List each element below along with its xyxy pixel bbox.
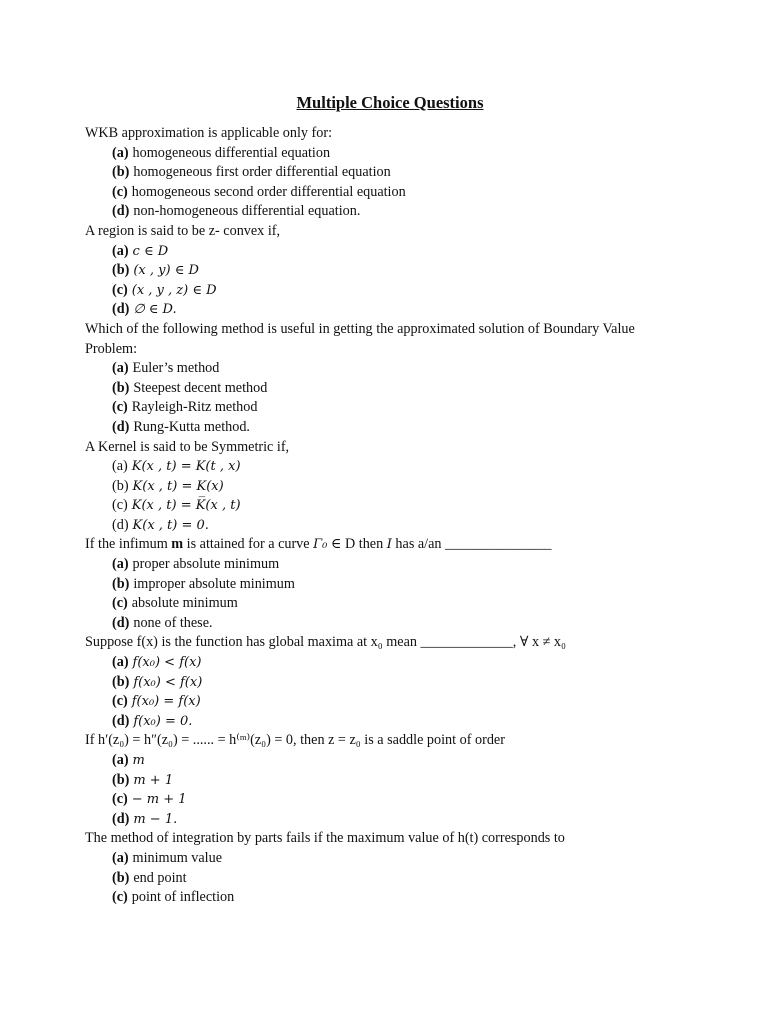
question-text: The method of integration by parts fails if the maximum value of h(t) corresponds to: [85, 830, 565, 847]
option-d: (d) ∅ ∈ D.: [112, 301, 177, 318]
option-a: (a) f(x₀) < f(x): [112, 654, 202, 671]
option-c: (c) K(x , t) = K̅(x , t): [112, 497, 241, 514]
question-6: [0, 633, 768, 731]
question-7: [0, 731, 768, 829]
option-c: (c) − m + 1: [112, 791, 187, 808]
question-text: Suppose f(x) is the function has global maxima at x₀ mean _____________, ∀ x ≠ x₀: [85, 634, 566, 651]
question-3: [0, 320, 768, 438]
question-5: [0, 535, 768, 633]
question-text: A Kernel is said to be Symmetric if,: [85, 438, 290, 455]
option-d: (d) K(x , t) = 0.: [112, 516, 209, 533]
option-a: (a) homogeneous differential equation: [112, 144, 331, 161]
option-d: (d) m − 1.: [112, 810, 178, 827]
option-c: (c) f(x₀) = f(x): [112, 693, 201, 710]
option-b: (b) homogeneous first order differential equation: [112, 164, 391, 181]
question-8: [0, 829, 768, 907]
question-text: A region is said to be z- convex if,: [85, 222, 281, 239]
option-a: (a) K(x , t) = K(t , x): [112, 458, 241, 475]
option-a: (a) m: [112, 752, 145, 768]
option-a: (a) Euler’s method: [112, 360, 220, 377]
option-c: (c) (x , y , z) ∈ D: [112, 281, 217, 298]
question-text: Which of the following method is useful in getting the approximated solution of Boundary Value Problem:: [85, 320, 635, 357]
question-list: [0, 124, 768, 908]
option-b: (b) m + 1: [112, 771, 174, 788]
option-b: (b) end point: [112, 869, 187, 886]
question-2: [0, 222, 768, 320]
question-1: [0, 124, 768, 222]
question-text: If h′(z₀) = h″(z₀) = ...... = h⁽ᵐ⁾(z₀) = 0, then z = z₀ is a saddle point of order: [85, 732, 505, 749]
option-c: (c) homogeneous second order differential equation: [112, 183, 406, 200]
option-a: (a) minimum value: [112, 849, 222, 866]
option-d: (d) none of these.: [112, 614, 213, 631]
option-b: (b) Steepest decent method: [112, 379, 268, 396]
option-d: (d) non-homogeneous differential equation.: [112, 203, 361, 220]
option-d: (d) Rung-Kutta method.: [112, 418, 250, 435]
page-title: Multiple Choice Questions: [296, 93, 484, 112]
option-b: (b) improper absolute minimum: [112, 575, 295, 592]
option-c: (c) point of inflection: [112, 889, 235, 906]
question-4: [0, 438, 768, 536]
option-b: (b) (x , y) ∈ D: [112, 262, 199, 279]
option-b: (b) K(x , t) = K(x): [112, 477, 224, 494]
option-c: (c) absolute minimum: [112, 595, 238, 612]
question-text: WKB approximation is applicable only for:: [85, 125, 333, 141]
option-c: (c) Rayleigh-Ritz method: [112, 399, 258, 416]
option-b: (b) f(x₀) < f(x): [112, 673, 203, 690]
question-text: If the infimum m is attained for a curve Γ₀ ∈ D then I has a/an _______________: [85, 536, 552, 553]
option-a: (a) proper absolute minimum: [112, 556, 280, 573]
option-a: (a) c ∈ D: [112, 242, 169, 259]
option-d: (d) f(x₀) = 0.: [112, 712, 193, 729]
